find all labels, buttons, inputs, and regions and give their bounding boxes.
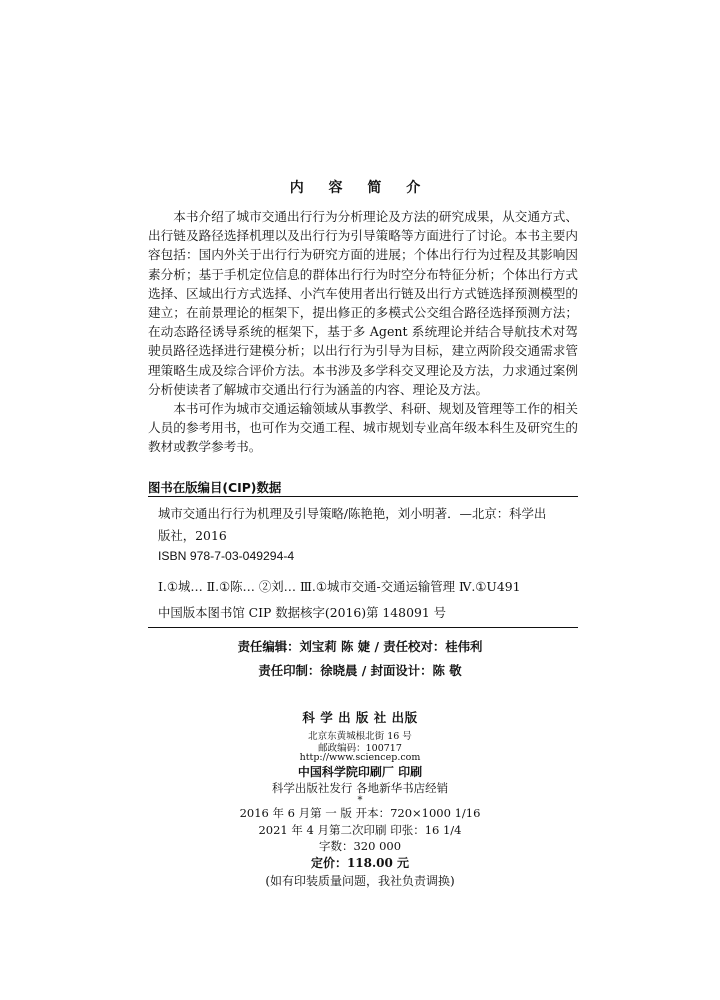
summary-paragraph: 本书可作为城市交通运输领域从事教学、科研、规划及管理等工作的相关人员的参考用书，也可作为交通工程、城市规划专业高年级本科生及研究生的教材或教学参考书。 xyxy=(148,401,578,455)
publisher-address: 北京东黄城根北街 16 号 xyxy=(308,731,412,742)
postcode: 邮政编码：100717 xyxy=(318,743,402,754)
cip-record-number: 中国版本图书馆 CIP 数据核字(2016)第 148091 号 xyxy=(158,605,447,620)
publisher: 科 学 出 版 社 出版 xyxy=(302,710,418,725)
quality-note: (如有印装质量问题，我社负责调换) xyxy=(265,874,455,888)
summary-body xyxy=(148,207,578,457)
printer: 中国科学院印刷厂 印刷 xyxy=(297,765,423,779)
cip-title-line: 版社，2016 xyxy=(158,528,227,543)
cip-heading: 图书在版编目(CIP)数据 xyxy=(148,480,282,495)
separator-star: * xyxy=(357,795,363,806)
distribution: 科学出版社发行 各地新华书店经销 xyxy=(271,781,449,795)
divider xyxy=(148,627,578,628)
printing-info: 2021 年 4 月第二次印刷 印张：16 1/4 xyxy=(258,823,462,837)
website: http://www.sciencep.com xyxy=(299,752,421,763)
summary-paragraph: 本书介绍了城市交通出行行为分析理论及方法的研究成果，从交通方式、出行链及路径选择机理以及出行行为引导策略等方面进行了讨论。本书主要内容包括：国内外关于出行行为研究方面的进展；个体出行行为过程及其影响因素分析；基于手机定位信息的群体出行行为时空分布特征分析；个体出行方式选择、区域出行方式选择、小汽车使用者出行链及出行方式链选择预测模型的建立；在前景理论的框架下，提出修正的多模式公交组合路径选择预测方法；在动态路径诱导系统的框架下，基于多 Agent 系统理论并结合导航技术对驾驶员路径选择进行建模分析；以出行行为引导为目标，建立两阶段交通需求管理策略生成及综合评价方法。本书涉及多学科交叉理论及方法，力求通过案例分析使读者了解城市交通出行行为涵盖的内容、理论及方法。 xyxy=(148,209,578,397)
cip-isbn: ISBN 978-7-03-049294-4 xyxy=(158,549,295,563)
cip-classification: Ⅰ.①城… Ⅱ.①陈… ②刘… Ⅲ.①城市交通-交通运输管理 Ⅳ.①U491 xyxy=(158,579,521,594)
word-count: 字数：320 000 xyxy=(318,839,402,853)
production-line: 责任印制：徐晓晨 / 封面设计：陈 敬 xyxy=(258,663,462,678)
edition-info: 2016 年 6 月第 一 版 开本：720×1000 1/16 xyxy=(239,806,481,820)
editors-line: 责任编辑：刘宝莉 陈 婕 / 责任校对：桂伟利 xyxy=(237,639,483,654)
cip-title-line: 城市交通出行行为机理及引导策略/陈艳艳，刘小明著．—北京：科学出 xyxy=(158,506,547,521)
divider xyxy=(148,496,578,497)
price: 定价：118.00 元 xyxy=(310,856,410,870)
summary-title: 内 容 简 介 xyxy=(289,180,431,196)
